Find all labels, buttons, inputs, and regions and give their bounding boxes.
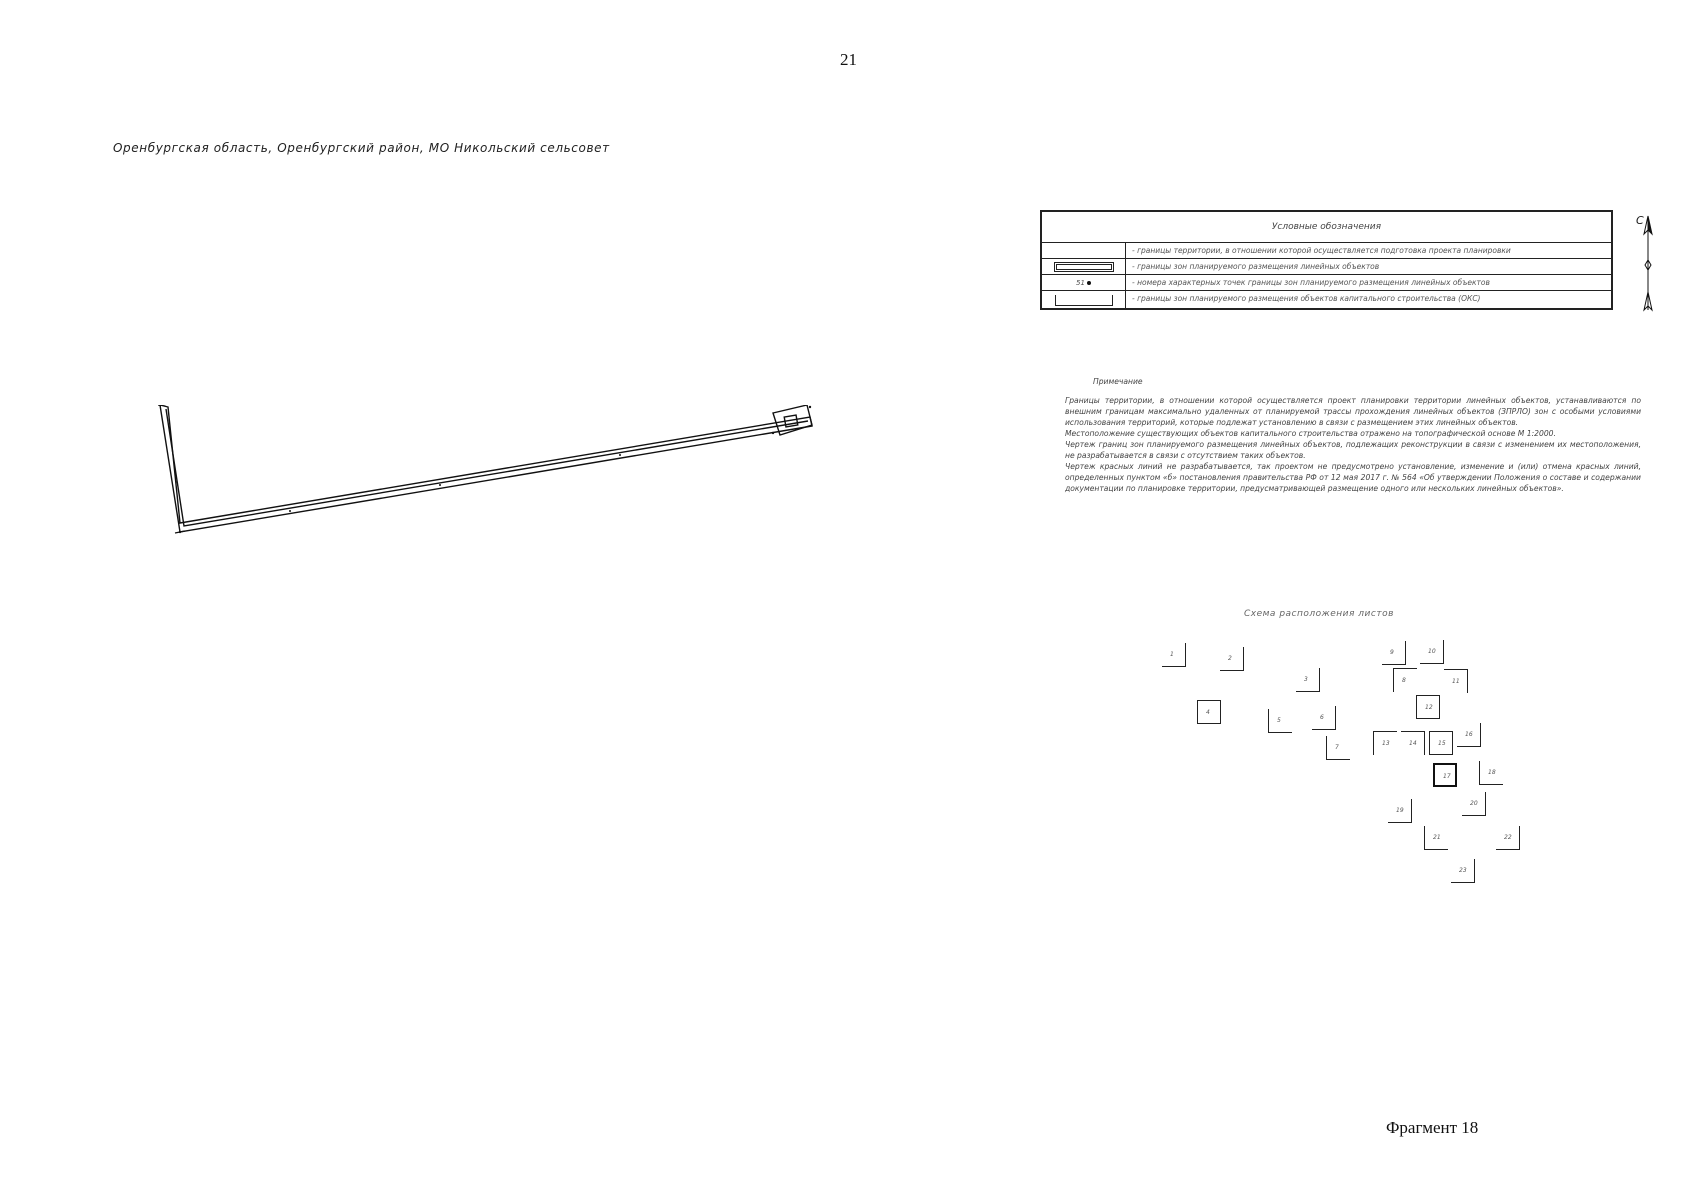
sheet-tile: 14 xyxy=(1401,731,1425,755)
sheet-tile: 22 xyxy=(1496,826,1520,850)
corridor-map xyxy=(150,405,830,545)
notes-title: Примечание xyxy=(1093,377,1143,386)
legend-table xyxy=(1040,210,1613,310)
sheet-tile: 1 xyxy=(1162,643,1186,667)
scheme-title: Схема расположения листов xyxy=(1244,609,1394,619)
north-arrow-label: С xyxy=(1636,214,1644,227)
legend-row xyxy=(1042,291,1611,309)
page-number: 21 xyxy=(840,50,857,69)
point-icon xyxy=(1076,279,1091,287)
double-line-icon xyxy=(1054,262,1114,272)
sheet-tile: 11 xyxy=(1444,669,1468,693)
sheet-tile: 3 xyxy=(1296,668,1320,692)
sheet-tile: 20 xyxy=(1462,792,1486,816)
bracket-icon xyxy=(1055,295,1113,306)
sheet-tile: 21 xyxy=(1424,826,1448,850)
legend-text: - границы зон планируемого размещения объектов капитального строительства (ОКС) xyxy=(1132,294,1481,303)
boundary-point xyxy=(289,510,291,512)
fragment-label: Фрагмент 18 xyxy=(1386,1118,1479,1137)
sheet-tile: 5 xyxy=(1268,709,1292,733)
note-paragraph: Границы территории, в отношении которой осуществляется проект планировки территории линейных объектов, устанавливаются по внешним границам максимально удаленных от планируемой трассы прохождения линейных объектов (ЗПРЛО) зон с особыми условиями использования территорий, которые подлежат установлению в связи с размещением этих линейных объектов. xyxy=(1065,396,1641,427)
boundary-point xyxy=(809,406,811,408)
boundary-point xyxy=(179,531,181,533)
note-paragraph: Чертеж границ зон планируемого размещения линейных объектов, подлежащих реконструкции в связи с изменением их местоположения, не разрабатывается в связи с отсутствием таких объектов. xyxy=(1065,440,1641,460)
sheet-tile: 7 xyxy=(1326,736,1350,760)
north-arrow-icon xyxy=(1636,212,1658,314)
sheet-tile: 18 xyxy=(1479,761,1503,785)
line-icon xyxy=(1042,243,1126,258)
boundary-point xyxy=(439,484,441,486)
boundary-point xyxy=(772,432,774,434)
sheet-tile: 13 xyxy=(1373,731,1397,755)
note-paragraph: Чертеж красных линий не разрабатывается, так проектом не предусмотрено установление, изменение и (или) отмена красных линий, определенных пунктом «б» постановления правительства РФ от 12 мая 2017 г. № 564 «Об утверждении Положения о составе и содержании документации по планировке территории, предусматривающей размещение одного или нескольких линейных объектов». xyxy=(1065,462,1641,493)
sheet-tile: 6 xyxy=(1312,706,1336,730)
sheet-tile: 23 xyxy=(1451,859,1475,883)
sheet-tile: 4 xyxy=(1197,700,1221,724)
legend-row xyxy=(1042,259,1611,275)
sheet-tile: 16 xyxy=(1457,723,1481,747)
legend-row xyxy=(1042,275,1611,291)
sheet-tile-current: 17 xyxy=(1433,763,1457,787)
legend-row xyxy=(1042,243,1611,259)
note-paragraph: Местоположение существующих объектов капитального строительства отражено на топографической основе М 1:2000. xyxy=(1065,429,1556,438)
sheet-tile: 10 xyxy=(1420,640,1444,664)
sheet-tile: 15 xyxy=(1429,731,1453,755)
legend-text: - номера характерных точек границы зон планируемого размещения линейных объектов xyxy=(1132,278,1490,287)
notes xyxy=(1065,376,1641,494)
boundary-point xyxy=(619,454,621,456)
sheet-tile: 19 xyxy=(1388,799,1412,823)
sheet-tile: 12 xyxy=(1416,695,1440,719)
location-title: Оренбургская область, Оренбургский район, МО Никольский сельсовет xyxy=(113,141,610,155)
sheet-tile: 9 xyxy=(1382,641,1406,665)
sheet-tile: 2 xyxy=(1220,647,1244,671)
legend-text: - границы зон планируемого размещения линейных объектов xyxy=(1132,262,1380,271)
sheet-tile: 8 xyxy=(1393,668,1417,692)
legend-title: Условные обозначения xyxy=(1042,212,1611,243)
point-label: 51 xyxy=(1076,278,1085,287)
legend-text: - границы территории, в отношении которой осуществляется подготовка проекта планировки xyxy=(1132,246,1511,255)
